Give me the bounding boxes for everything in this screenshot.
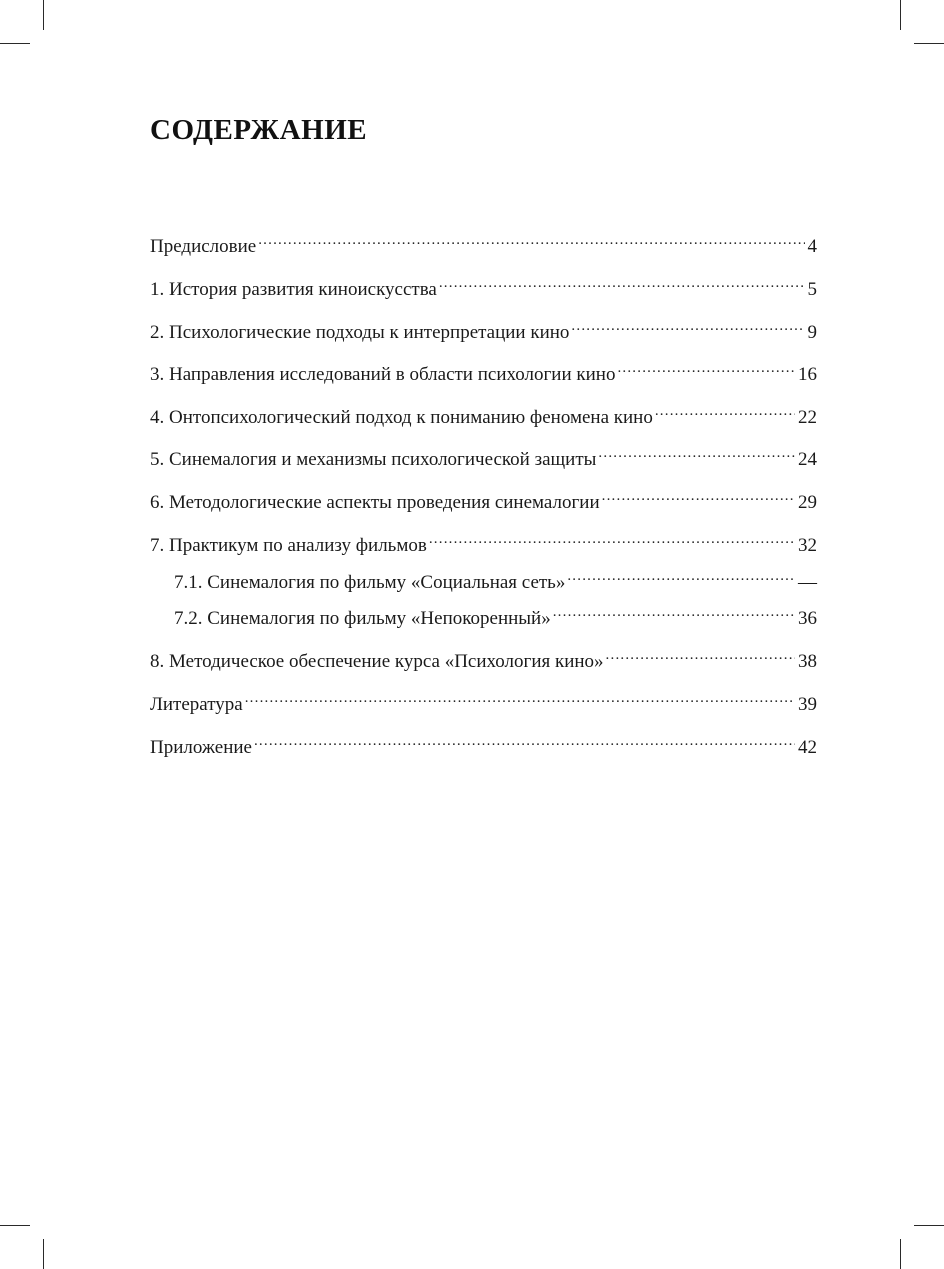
toc-entry-page: 36: [798, 608, 817, 629]
toc-entry[interactable]: [150, 314, 817, 343]
toc-entry[interactable]: [150, 356, 817, 385]
toc-entry-page: —: [798, 572, 817, 593]
dot-leader: [571, 314, 804, 338]
dot-leader: [258, 228, 804, 252]
toc-entry-label: 7.1. Синемалогия по фильму «Социальная сеть»: [174, 572, 566, 593]
toc-entry-page: 29: [798, 492, 817, 513]
toc-entry-label: Предисловие: [150, 236, 257, 257]
toc-entry[interactable]: [150, 729, 817, 758]
crop-mark: [914, 1225, 944, 1226]
toc-entry-label: 3. Направления исследований в области психологии кино: [150, 364, 616, 385]
toc-entry-label: 2. Психологические подходы к интерпретации кино: [150, 322, 570, 343]
toc-entry-label: 1. История развития киноискусства: [150, 279, 437, 300]
toc-entry-page: 24: [798, 449, 817, 470]
dot-leader: [606, 643, 795, 667]
toc-entry-label: 8. Методическое обеспечение курса «Психология кино»: [150, 651, 604, 672]
toc-entry[interactable]: [150, 643, 817, 672]
crop-mark: [0, 1225, 30, 1226]
dot-leader: [567, 564, 795, 588]
toc-entry-label: Литература: [150, 694, 243, 715]
toc-entry-label: 7.2. Синемалогия по фильму «Непокоренный»: [174, 608, 551, 629]
dot-leader: [429, 527, 795, 551]
toc-entry-page: 22: [798, 407, 817, 428]
crop-mark: [914, 43, 944, 44]
crop-mark: [0, 43, 30, 44]
dot-leader: [602, 484, 795, 508]
dot-leader: [553, 600, 795, 624]
toc-entry-label: 4. Онтопсихологический подход к пониманию феномена кино: [150, 407, 653, 428]
toc-entry[interactable]: [150, 484, 817, 513]
crop-mark: [43, 1239, 44, 1269]
toc-entry[interactable]: [150, 441, 817, 470]
toc-entry-page: 9: [807, 322, 817, 343]
toc-entry[interactable]: [150, 527, 817, 556]
toc-entry-label: Приложение: [150, 737, 252, 758]
toc-entry[interactable]: [150, 228, 817, 257]
toc-entry[interactable]: [150, 399, 817, 428]
toc-entry-page: 38: [798, 651, 817, 672]
toc-entry-label: 7. Практикум по анализу фильмов: [150, 535, 427, 556]
toc-entry-page: 42: [798, 737, 817, 758]
toc-entry-label: 6. Методологические аспекты проведения синемалогии: [150, 492, 600, 513]
dot-leader: [245, 686, 795, 710]
crop-mark: [900, 1239, 901, 1269]
dot-leader: [617, 356, 795, 380]
toc-subentry[interactable]: [150, 564, 817, 593]
toc-entry[interactable]: [150, 686, 817, 715]
toc-entry-page: 39: [798, 694, 817, 715]
dot-leader: [254, 729, 795, 753]
dot-leader: [598, 441, 795, 465]
dot-leader: [439, 271, 805, 295]
page-title: СОДЕРЖАНИЕ: [150, 114, 368, 146]
toc-entry-page: 32: [798, 535, 817, 556]
toc-entry-page: 5: [807, 279, 817, 300]
toc-entry[interactable]: [150, 271, 817, 300]
toc-entry-label: 5. Синемалогия и механизмы психологической защиты: [150, 449, 597, 470]
toc-entry-page: 16: [798, 364, 817, 385]
crop-mark: [43, 0, 44, 30]
dot-leader: [655, 399, 795, 423]
toc-subentry[interactable]: [150, 600, 817, 629]
toc-entry-page: 4: [807, 236, 817, 257]
crop-mark: [900, 0, 901, 30]
